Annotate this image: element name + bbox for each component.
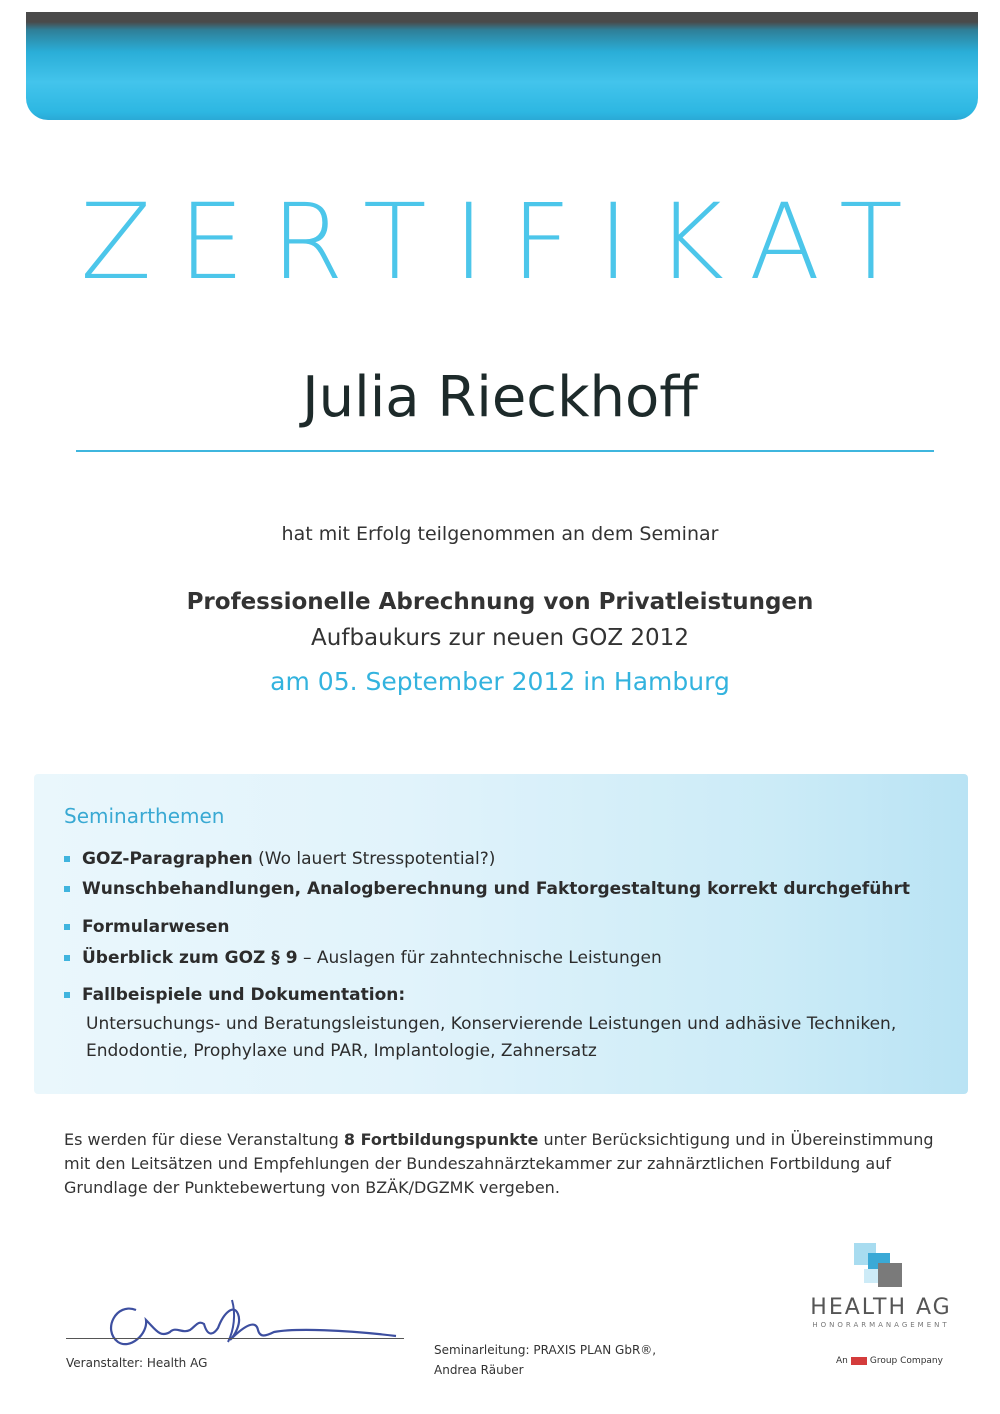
seminar-date-location: am 05. September 2012 in Hamburg xyxy=(270,667,730,696)
group-prefix: An xyxy=(836,1356,848,1366)
topic-bold: Formularwesen xyxy=(82,917,230,937)
signature-line xyxy=(66,1338,404,1339)
bullet-icon xyxy=(64,992,70,998)
header-band xyxy=(26,12,978,120)
participation-text: hat mit Erfolg teilgenommen an dem Seminar xyxy=(281,523,719,545)
topic-bold: Überblick zum GOZ § 9 xyxy=(82,948,298,968)
seminar-lead-line: Andrea Räuber xyxy=(434,1363,524,1377)
topic-item xyxy=(64,849,954,869)
bullet-icon xyxy=(64,955,70,961)
logo-name: HEALTH AG xyxy=(810,1295,952,1320)
points-after: unter Berücksichtigung und in Übereinstimmung mit den Leitsätzen und Empfehlungen der Bundeszahnärztekammer zur zahnärztlichen Fortbildung auf Grundlage der Punktebewertung von BZÄK/DGZMK vergeben. xyxy=(64,1130,934,1197)
topic-bold: GOZ-Paragraphen xyxy=(82,849,253,869)
group-logo-icon xyxy=(851,1357,867,1365)
topics-heading: Seminarthemen xyxy=(64,804,225,828)
logo-squares-icon xyxy=(854,1243,904,1293)
topic-rest: (Wo lauert Stresspotential?) xyxy=(252,849,496,869)
group-company-line xyxy=(836,1356,943,1366)
bullet-icon xyxy=(64,886,70,892)
bullet-icon xyxy=(64,924,70,930)
logo-tagline: HONORARMANAGEMENT xyxy=(812,1321,950,1329)
name-underline xyxy=(76,450,934,452)
topic-item xyxy=(64,985,954,1005)
bullet-icon xyxy=(64,856,70,862)
topic-item xyxy=(64,879,954,899)
certificate-title: ZERTIFIKAT xyxy=(80,181,930,303)
credit-points-text xyxy=(64,1128,954,1200)
recipient-name: Julia Rieckhoff xyxy=(302,365,698,430)
topic-detail-line: Endodontie, Prophylaxe und PAR, Implantologie, Zahnersatz xyxy=(86,1041,597,1061)
topic-item xyxy=(64,948,954,968)
points-before: Es werden für diese Veranstaltung xyxy=(64,1130,344,1149)
topic-rest: – Auslagen für zahntechnische Leistungen xyxy=(297,948,662,968)
topic-item xyxy=(64,917,954,937)
points-bold: 8 Fortbildungspunkte xyxy=(343,1130,539,1149)
seminar-lead-line: Seminarleitung: PRAXIS PLAN GbR®, xyxy=(434,1343,657,1357)
group-suffix: Group Company xyxy=(869,1356,943,1366)
topic-detail-line: Untersuchungs- und Beratungsleistungen, Konservierende Leistungen und adhäsive Techniken, xyxy=(86,1014,897,1034)
health-ag-logo xyxy=(796,1243,966,1373)
topic-bold: Wunschbehandlungen, Analogberechnung und Faktorgestaltung korrekt durchgeführt xyxy=(82,879,910,899)
seminar-lead xyxy=(434,1340,656,1380)
topic-bold: Fallbeispiele und Dokumentation: xyxy=(82,985,406,1005)
seminar-subtitle: Aufbaukurs zur neuen GOZ 2012 xyxy=(311,625,689,651)
signature-icon xyxy=(96,1290,406,1350)
seminar-title: Professionelle Abrechnung von Privatleistungen xyxy=(186,589,814,615)
topic-detail xyxy=(86,1011,966,1065)
organizer-label: Veranstalter: Health AG xyxy=(66,1356,208,1370)
